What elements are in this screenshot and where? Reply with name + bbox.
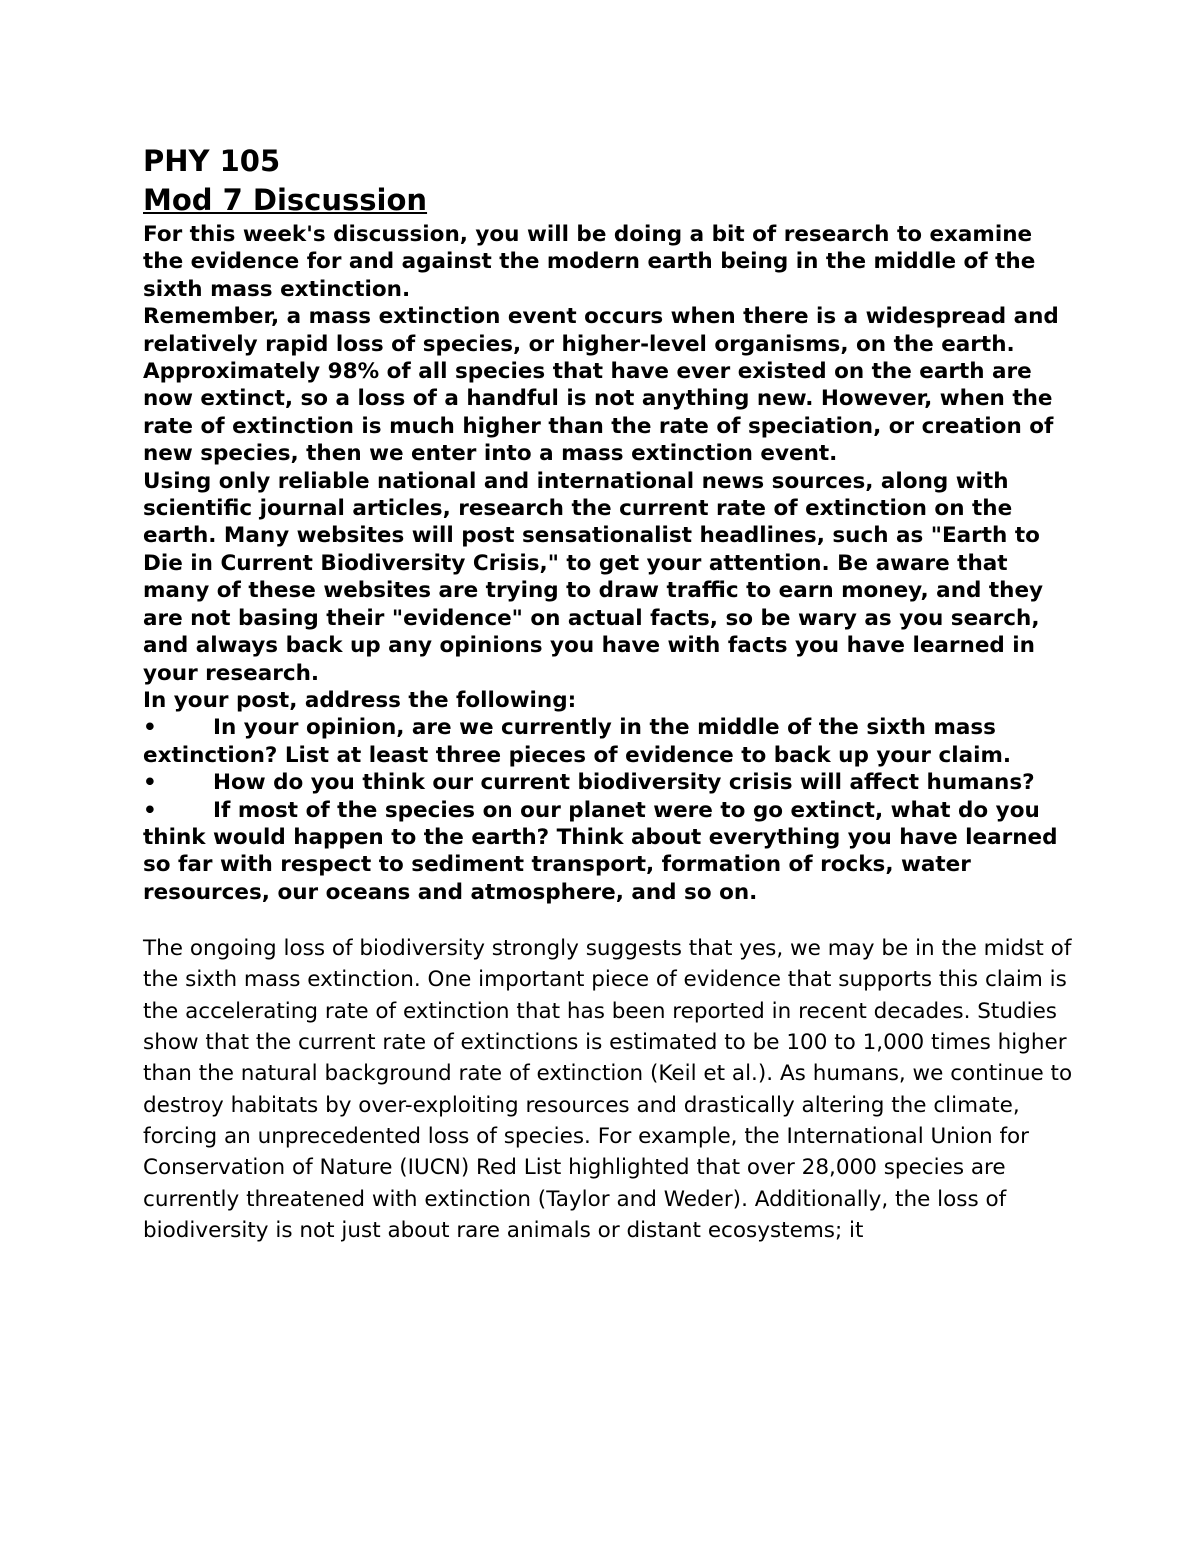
- prompt-paragraph: For this week's discussion, you will be doing a bit of research to examine the evidence for and against the modern earth being in the middle of the sixth mass extinction.: [143, 222, 1036, 302]
- response-paragraph: The ongoing loss of biodiversity strongly suggests that yes, we may be in the midst of the sixth mass extinction. One important piece of evidence that supports this claim is the accelerating rate of extinction that has been reported in recent decades. Studies show that the current rate of extinctions is estimated to be 100 to 1,000 times higher than the natural background rate of extinction (Keil et al.). As humans, we continue to destroy habitats by over-exploiting resources and drastically altering the climate, forcing an unprecedented loss of species. For example, the International Union for Conservation of Nature (IUCN) Red List highlighted that over 28,000 species are currently threatened with extinction (Taylor and Weder). Additionally, the loss of biodiversity is not just about rare animals or distant ecosystems; it: [143, 936, 1073, 1243]
- bullet-item: [143, 769, 1073, 796]
- prompt-paragraph: In your post, address the following:: [143, 687, 577, 713]
- document-page: [143, 142, 1073, 1246]
- course-title: PHY 105: [143, 144, 281, 178]
- bullet-item: [143, 797, 1073, 907]
- bullet-text: In your opinion, are we currently in the middle of the sixth mass extinction? List at least three pieces of evidence to back up your claim.: [143, 715, 1012, 768]
- bullet-icon: •: [143, 715, 157, 741]
- assignment-prompt: [143, 221, 1073, 906]
- bullet-icon: •: [143, 770, 157, 796]
- prompt-paragraph: Remember, a mass extinction event occurs when there is a widespread and relatively rapid loss of species, or higher-level organisms, on the earth. Approximately 98% of all species that have ever existed on the earth are now extinct, so a loss of a handful is not anything new. However, when the rate of extinction is much higher than the rate of speciation, or creation of new species, then we enter into a mass extinction event.: [143, 304, 1059, 467]
- bullet-icon: •: [143, 797, 157, 823]
- prompt-paragraph: Using only reliable national and international news sources, along with scientific journal articles, research the current rate of extinction on the earth. Many websites will post sensationalist headlines, such as "Earth to Die in Current Biodiversity Crisis," to get your attention. Be aware that many of these websites are trying to draw traffic to earn money, and they are not basing their "evidence" on actual facts, so be wary as you search, and always back up any opinions you have with facts you have learned in your research.: [143, 468, 1044, 686]
- bullet-text: If most of the species on our planet were to go extinct, what do you think would happen to the earth? Think about everything you have learned so far with respect to sediment transport, formation of rocks, water resources, our oceans and atmosphere, and so on.: [143, 797, 1058, 905]
- bullet-item: [143, 714, 1073, 769]
- bullet-text: How do you think our current biodiversity crisis will affect humans?: [213, 770, 1035, 796]
- module-title: Mod 7 Discussion: [143, 183, 428, 217]
